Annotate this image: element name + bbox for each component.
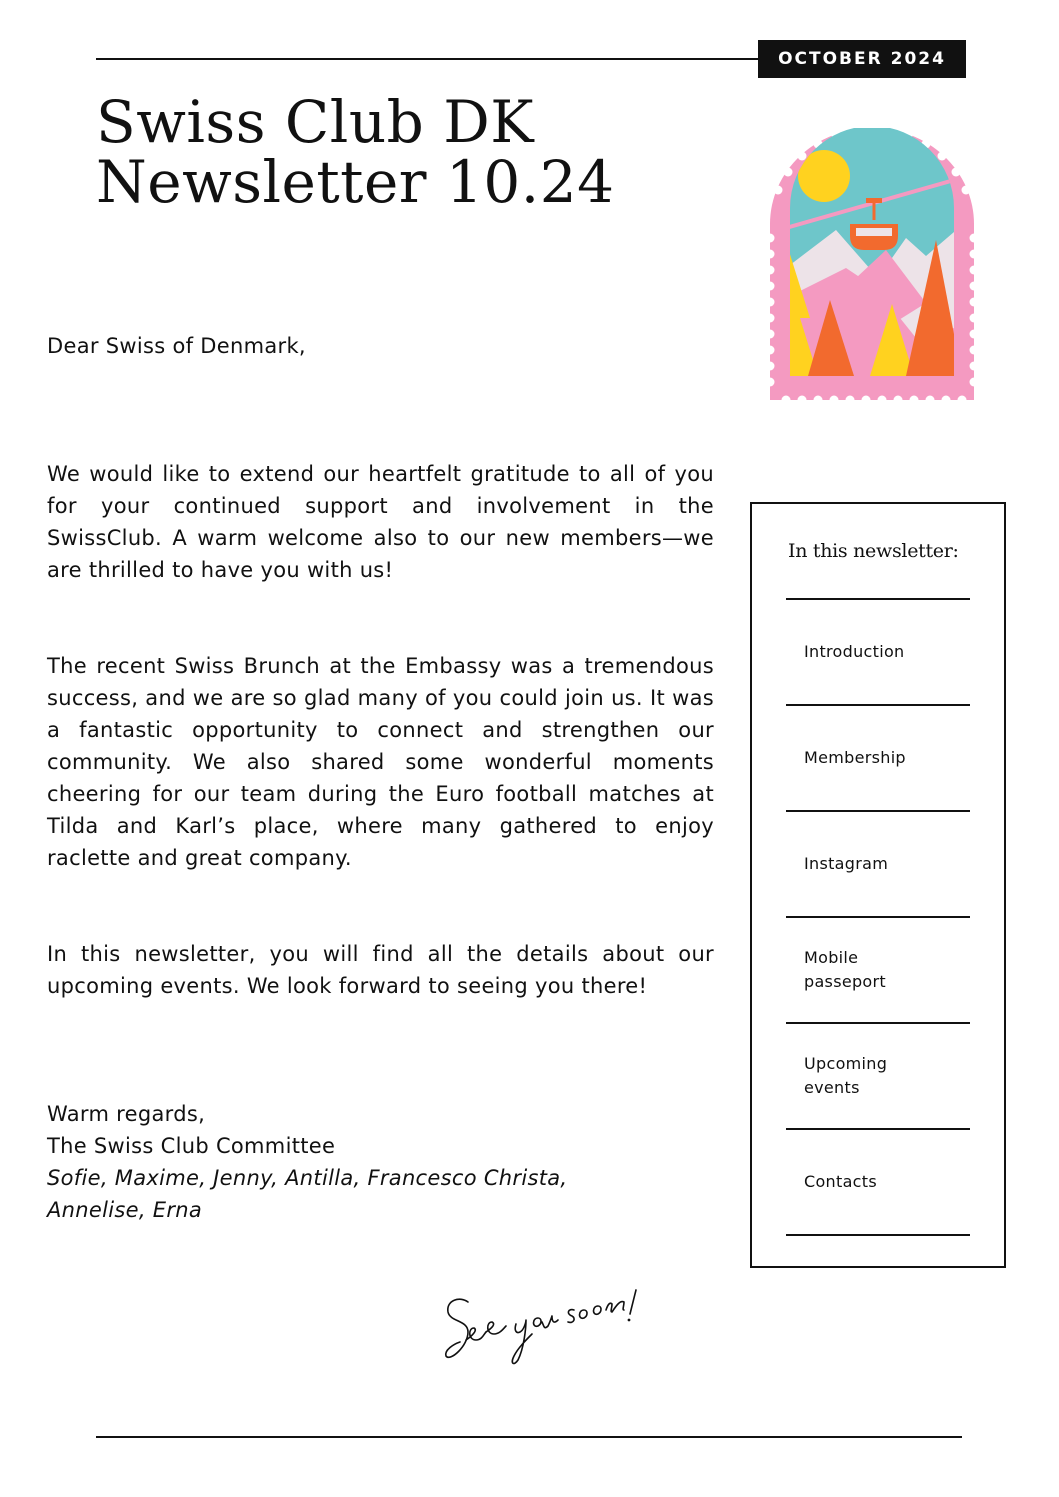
toc-divider [786, 1234, 970, 1236]
toc-divider [786, 704, 970, 706]
toc-item-membership[interactable] [804, 746, 954, 770]
toc-item-instagram[interactable] [804, 852, 954, 876]
bottom-divider [96, 1436, 962, 1438]
see-you-soon-signature [438, 1288, 648, 1378]
toc-item-introduction[interactable] [804, 640, 954, 664]
date-badge: OCTOBER 2024 [758, 40, 966, 78]
committee-members-line-1: Sofie, Maxime, Jenny, Antilla, Francesco Christa, [47, 1166, 568, 1190]
toc-item-label: Upcoming [804, 1054, 888, 1073]
toc-item-label: Instagram [804, 854, 889, 873]
closing-block [47, 1098, 714, 1226]
toc-divider [786, 1128, 970, 1130]
greeting: Dear Swiss of Denmark, [47, 334, 306, 358]
toc-item-label: Membership [804, 748, 906, 767]
title-line-1: Swiss Club DK [96, 88, 535, 156]
toc-item-label: Contacts [804, 1172, 877, 1191]
sign-off: Warm regards, [47, 1102, 206, 1126]
toc-title: In this newsletter: [788, 540, 959, 562]
toc-divider [786, 916, 970, 918]
cable-car-stamp-illustration [766, 128, 978, 400]
toc-divider [786, 810, 970, 812]
paragraph-welcome: We would like to extend our heartfelt gratitude to all of you for your continued support and involvement in the SwissClub. A warm welcome also to our new members—we are thrilled to have you with us! [47, 462, 714, 582]
toc-item-label: events [804, 1078, 860, 1097]
toc-item-label: Introduction [804, 642, 905, 661]
table-of-contents [750, 502, 1006, 1268]
toc-item-label: passeport [804, 972, 886, 991]
toc-item-mobile-passeport[interactable] [804, 946, 954, 994]
top-divider [96, 58, 760, 60]
newsletter-title [96, 88, 696, 216]
committee-members-line-2: Annelise, Erna [47, 1198, 203, 1222]
paragraph-brunch: The recent Swiss Brunch at the Embassy was a tremendous success, and we are so glad many of you could join us. It was a fantastic opportunity to connect and strengthen our community. We also shared some wonderful moments cheering for our team during the Euro football matches at Tilda and Karl’s place, where many gathered to enjoy raclette and great company. [47, 654, 714, 870]
paragraph-events: In this newsletter, you will find all the details about our upcoming events. We look forward to seeing you there! [47, 942, 714, 998]
signature-text: See you soon! [438, 1288, 446, 1289]
toc-item-label: Mobile [804, 948, 859, 967]
title-line-2: Newsletter 10.24 [96, 148, 615, 216]
toc-divider [786, 1022, 970, 1024]
committee-name: The Swiss Club Committee [47, 1134, 336, 1158]
toc-item-contacts[interactable] [804, 1170, 954, 1194]
toc-item-upcoming-events[interactable] [804, 1052, 954, 1100]
toc-divider [786, 598, 970, 600]
